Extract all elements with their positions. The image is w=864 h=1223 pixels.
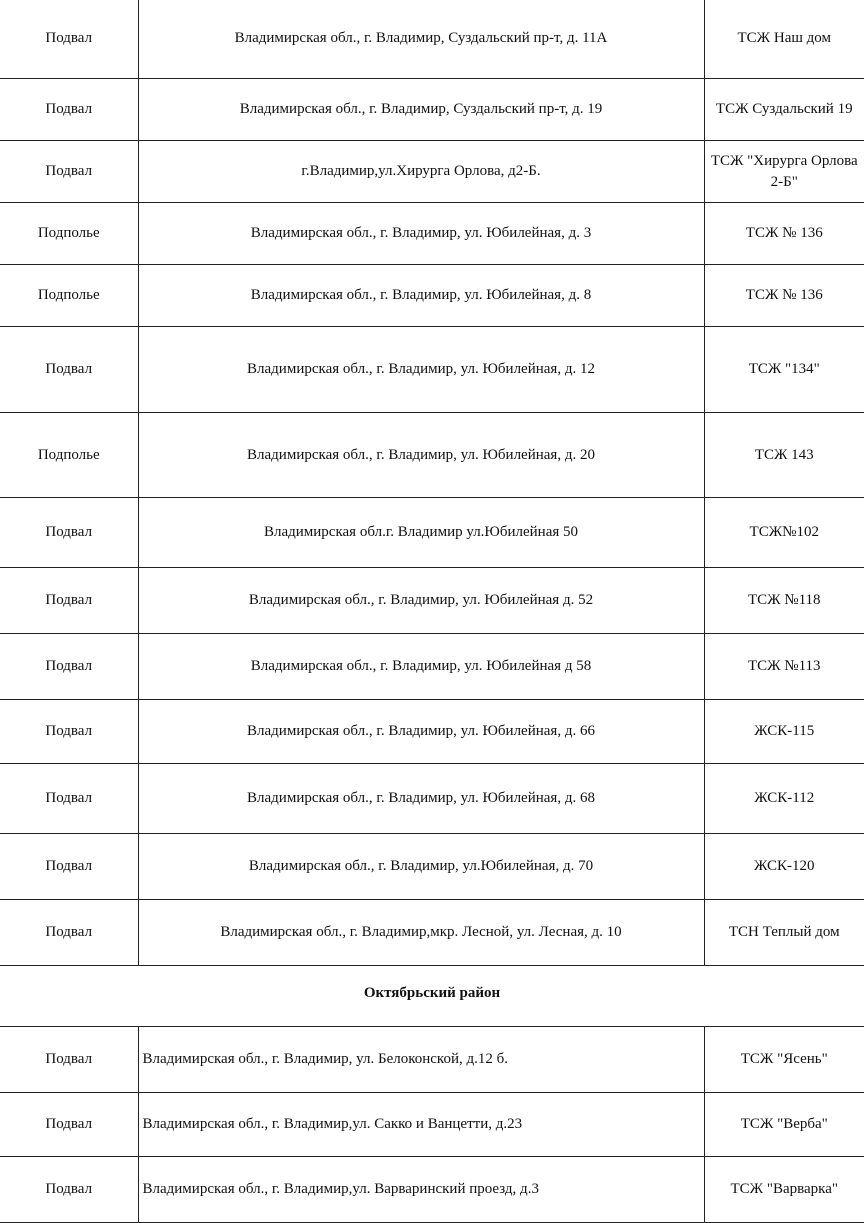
address-cell: Владимирская обл., г. Владимир, ул.Юбилейная, д. 70 xyxy=(138,834,704,900)
shelter-type-cell: Подвал xyxy=(0,1027,138,1093)
address-cell: Владимирская обл., г. Владимир, ул. Юбилейная, д. 8 xyxy=(138,265,704,327)
shelter-type-cell: Подполье xyxy=(0,413,138,498)
table-row xyxy=(0,1093,864,1157)
table-row xyxy=(0,79,864,141)
table-row xyxy=(0,700,864,764)
address-cell: Владимирская обл., г. Владимир, Суздальский пр-т, д. 19 xyxy=(138,79,704,141)
organization-cell: ТСЖ "Верба" xyxy=(704,1093,864,1157)
organization-cell: ТСЖ № 136 xyxy=(704,265,864,327)
shelter-type-cell: Подвал xyxy=(0,568,138,634)
address-cell: Владимирская обл., г. Владимир, ул. Юбилейная, д. 68 xyxy=(138,764,704,834)
organization-cell: ЖСК-112 xyxy=(704,764,864,834)
organization-cell: ЖСК-115 xyxy=(704,700,864,764)
address-cell: Владимирская обл., г. Владимир,ул. Варваринский проезд, д.3 xyxy=(138,1157,704,1223)
organization-cell: ТСЖ "134" xyxy=(704,327,864,413)
table-row xyxy=(0,634,864,700)
address-cell: Владимирская обл.г. Владимир ул.Юбилейная 50 xyxy=(138,498,704,568)
shelter-type-cell: Подвал xyxy=(0,700,138,764)
table-row xyxy=(0,0,864,79)
address-cell: Владимирская обл., г. Владимир, ул. Юбилейная д. 52 xyxy=(138,568,704,634)
organization-cell: ТСЖ 143 xyxy=(704,413,864,498)
address-cell: Владимирская обл., г. Владимир,мкр. Лесной, ул. Лесная, д. 10 xyxy=(138,900,704,966)
shelter-type-cell: Подвал xyxy=(0,1093,138,1157)
address-cell: Владимирская обл., г. Владимир, ул. Юбилейная д 58 xyxy=(138,634,704,700)
shelter-type-cell: Подвал xyxy=(0,141,138,203)
shelter-type-cell: Подвал xyxy=(0,834,138,900)
shelter-type-cell: Подполье xyxy=(0,265,138,327)
shelter-type-cell: Подвал xyxy=(0,327,138,413)
shelter-type-cell: Подвал xyxy=(0,764,138,834)
table-row xyxy=(0,568,864,634)
address-cell: Владимирская обл., г. Владимир, ул. Белоконской, д.12 б. xyxy=(138,1027,704,1093)
table-row xyxy=(0,498,864,568)
organization-cell: ТСЖ Суздальский 19 xyxy=(704,79,864,141)
shelter-type-cell: Подполье xyxy=(0,203,138,265)
shelter-type-cell: Подвал xyxy=(0,0,138,79)
organization-cell: ЖСК-120 xyxy=(704,834,864,900)
table-row xyxy=(0,327,864,413)
district-heading: Октябрьский район xyxy=(363,985,501,1001)
organization-cell: ТСН Теплый дом xyxy=(704,900,864,966)
shelter-type-cell: Подвал xyxy=(0,634,138,700)
address-cell: г.Владимир,ул.Хирурга Орлова, д2-Б. xyxy=(138,141,704,203)
shelter-type-cell: Подвал xyxy=(0,79,138,141)
organization-cell: ТСЖ "Варварка" xyxy=(704,1157,864,1223)
table-row xyxy=(0,141,864,203)
address-cell: Владимирская обл., г. Владимир, Суздальский пр-т, д. 11А xyxy=(138,0,704,79)
organization-cell: ТСЖ "Ясень" xyxy=(704,1027,864,1093)
shelter-type-cell: Подвал xyxy=(0,900,138,966)
table-row xyxy=(0,1027,864,1093)
organization-cell: ТСЖ Наш дом xyxy=(704,0,864,79)
table-row xyxy=(0,265,864,327)
shelter-type-cell: Подвал xyxy=(0,498,138,568)
address-cell: Владимирская обл., г. Владимир, ул. Юбилейная, д. 3 xyxy=(138,203,704,265)
table-row xyxy=(0,413,864,498)
organization-cell: ТСЖ № 136 xyxy=(704,203,864,265)
organization-cell: ТСЖ №118 xyxy=(704,568,864,634)
table-row xyxy=(0,1157,864,1223)
address-cell: Владимирская обл., г. Владимир, ул. Юбилейная, д. 66 xyxy=(138,700,704,764)
shelters-table-oktyabrsky xyxy=(0,1026,864,1223)
organization-cell: ТСЖ№102 xyxy=(704,498,864,568)
organization-cell: ТСЖ №113 xyxy=(704,634,864,700)
table-row xyxy=(0,834,864,900)
organization-cell: ТСЖ "Хирурга Орлова 2-Б" xyxy=(704,141,864,203)
address-cell: Владимирская обл., г. Владимир, ул. Юбилейная, д. 12 xyxy=(138,327,704,413)
table-row xyxy=(0,203,864,265)
shelter-type-cell: Подвал xyxy=(0,1157,138,1223)
address-cell: Владимирская обл., г. Владимир,ул. Сакко и Ванцетти, д.23 xyxy=(138,1093,704,1157)
address-cell: Владимирская обл., г. Владимир, ул. Юбилейная, д. 20 xyxy=(138,413,704,498)
table-row xyxy=(0,900,864,966)
table-row xyxy=(0,764,864,834)
